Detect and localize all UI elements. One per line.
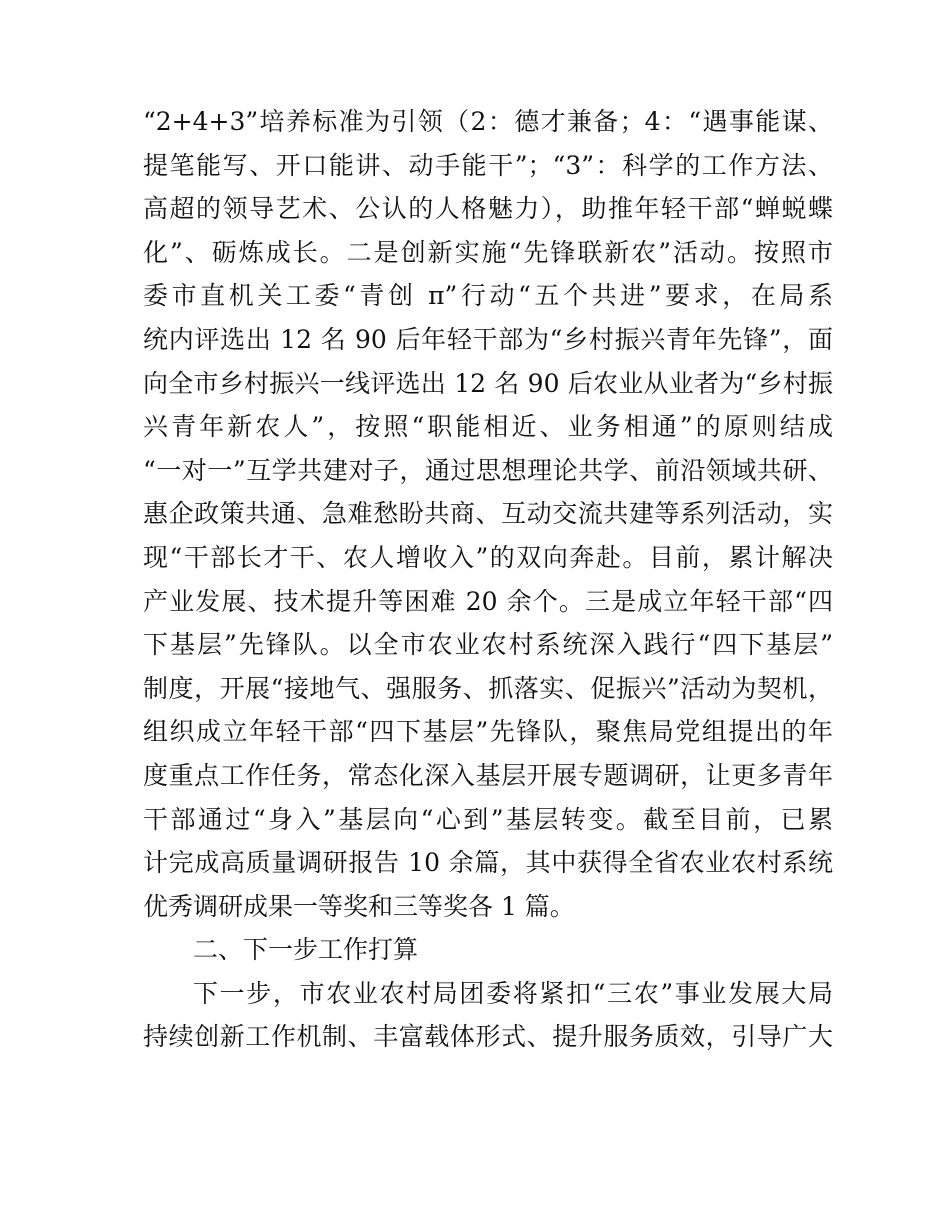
paragraph-line: 委市直机关工委“青创 π”行动“五个共进”要求，在局系 <box>143 281 833 311</box>
paragraph-line: 持续创新工作机制、丰富载体形式、提升服务质效，引导广大 <box>143 1022 833 1052</box>
paragraph-line: “2+4+3”培养标准为引领（2：德才兼备；4：“遇事能谋、 <box>143 107 833 136</box>
paragraph-line: 干部通过“身入”基层向“心到”基层转变。截至目前，已累 <box>143 804 833 834</box>
paragraph-line: 化”、砺炼成长。二是创新实施“先锋联新农”活动。按照市 <box>143 237 833 267</box>
paragraph-line: 惠企政策共通、急难愁盼共商、互动交流共建等系列活动，实 <box>143 499 833 529</box>
paragraph-line: 统内评选出 12 名 90 后年轻干部为“乡村振兴青年先锋”，面 <box>143 324 833 354</box>
paragraph-line: 下基层”先锋队。以全市农业农村系统深入践行“四下基层” <box>143 630 833 660</box>
paragraph-line: “一对一”互学共建对子，通过思想理论共学、前沿领域共研、 <box>143 455 833 485</box>
paragraph-line: 制度，开展“接地气、强服务、抓落实、促振兴”活动为契机， <box>143 673 833 703</box>
paragraph-line: 下一步，市农业农村局团委将紧扣“三农”事业发展大局 <box>193 978 833 1008</box>
paragraph-line: 现“干部长才干、农人增收入”的双向奔赴。目前，累计解决 <box>143 542 833 572</box>
body-text <box>143 100 833 1059</box>
paragraph-line: 产业发展、技术提升等困难 20 余个。三是成立年轻干部“四 <box>143 586 833 616</box>
paragraph-line: 优秀调研成果一等奖和三等奖各 1 篇。 <box>143 891 575 921</box>
paragraph-line: 向全市乡村振兴一线评选出 12 名 90 后农业从业者为“乡村振 <box>143 368 833 398</box>
section-heading: 二、下一步工作打算 <box>193 935 419 965</box>
paragraph-line: 组织成立年轻干部“四下基层”先锋队，聚焦局党组提出的年 <box>143 717 833 747</box>
paragraph-line: 高超的领导艺术、公认的人格魅力），助推年轻干部“蝉蜕蝶 <box>143 194 833 224</box>
paragraph-line: 计完成高质量调研报告 10 余篇，其中获得全省农业农村系统 <box>143 848 833 878</box>
paragraph-line: 兴青年新农人”，按照“职能相近、业务相通”的原则结成 <box>143 412 833 442</box>
paragraph-line: 提笔能写、开口能讲、动手能干”；“3”：科学的工作方法、 <box>143 150 833 180</box>
paragraph-line: 度重点工作任务，常态化深入基层开展专题调研，让更多青年 <box>143 760 833 790</box>
